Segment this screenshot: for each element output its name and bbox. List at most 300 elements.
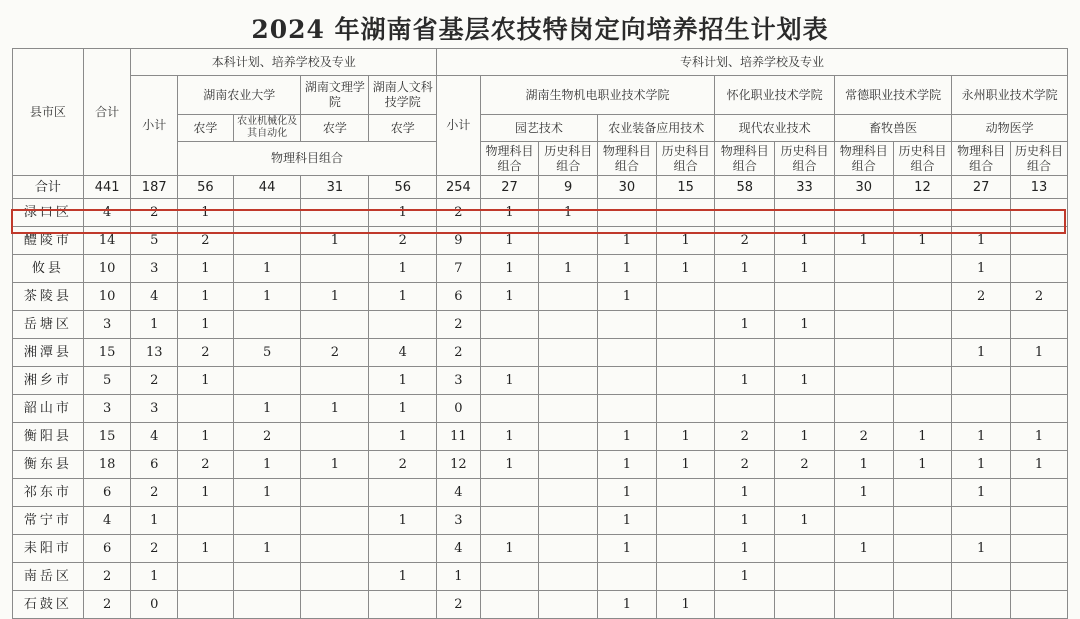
table-cell: 1 (598, 479, 657, 507)
header-combo-phys-5: 物理科目组合 (952, 142, 1011, 176)
table-cell (233, 311, 301, 339)
table-cell: 1 (369, 199, 437, 227)
table-cell: 1 (952, 535, 1011, 563)
table-cell: 1 (834, 479, 893, 507)
table-cell: 1 (715, 367, 775, 395)
table-cell (952, 311, 1011, 339)
totals-cell: 441 (83, 176, 131, 199)
table-cell: 1 (369, 367, 437, 395)
table-cell: 1 (656, 591, 715, 619)
table-cell: 1 (301, 451, 369, 479)
table-cell: 1 (656, 423, 715, 451)
table-cell (539, 563, 598, 591)
table-cell: 2 (437, 199, 481, 227)
table-cell (1011, 395, 1068, 423)
header-school-huaihua: 怀化职业技术学院 (715, 76, 834, 115)
table-cell (656, 283, 715, 311)
table-cell: 1 (775, 311, 835, 339)
header-total: 合计 (83, 49, 131, 176)
table-cell (834, 395, 893, 423)
table-cell: 1 (178, 255, 234, 283)
table-cell: 1 (539, 199, 598, 227)
table-cell (178, 507, 234, 535)
county-name: 衡东县 (13, 451, 84, 479)
table-cell: 2 (1011, 283, 1068, 311)
table-cell (1011, 227, 1068, 255)
table-cell: 1 (131, 563, 178, 591)
table-cell (834, 507, 893, 535)
table-cell (369, 479, 437, 507)
county-name: 祁东市 (13, 479, 84, 507)
table-cell: 1 (893, 451, 952, 479)
header-combo-phys-2: 物理科目组合 (598, 142, 657, 176)
totals-cell: 56 (369, 176, 437, 199)
table-cell: 4 (131, 283, 178, 311)
header-major-nongxue-renwen: 农学 (369, 115, 437, 142)
totals-cell: 13 (1011, 176, 1068, 199)
table-cell (834, 563, 893, 591)
table-cell: 1 (301, 283, 369, 311)
totals-cell: 12 (893, 176, 952, 199)
table-cell: 1 (131, 311, 178, 339)
table-cell: 1 (598, 451, 657, 479)
table-cell (301, 423, 369, 451)
table-cell (178, 563, 234, 591)
table-cell: 1 (369, 423, 437, 451)
table-cell: 3 (437, 507, 481, 535)
totals-cell: 31 (301, 176, 369, 199)
county-name: 醴陵市 (13, 227, 84, 255)
table-cell: 1 (952, 255, 1011, 283)
table-cell (656, 395, 715, 423)
county-name: 常宁市 (13, 507, 84, 535)
totals-cell: 44 (233, 176, 301, 199)
table-cell: 1 (834, 227, 893, 255)
table-cell (656, 311, 715, 339)
table-cell: 3 (437, 367, 481, 395)
table-cell (952, 199, 1011, 227)
table-cell (775, 339, 835, 367)
table-cell (834, 339, 893, 367)
county-name: 茶陵县 (13, 283, 84, 311)
table-cell: 1 (480, 367, 539, 395)
table-cell (480, 563, 539, 591)
table-cell (715, 395, 775, 423)
table-cell: 1 (178, 367, 234, 395)
table-row (13, 311, 1068, 339)
county-name: 岳塘区 (13, 311, 84, 339)
table-cell: 10 (83, 255, 131, 283)
table-cell: 2 (437, 311, 481, 339)
table-cell (480, 311, 539, 339)
table-cell: 1 (893, 423, 952, 451)
table-cell (834, 199, 893, 227)
table-cell (369, 535, 437, 563)
table-cell (1011, 591, 1068, 619)
totals-row (13, 176, 1068, 199)
table-cell (775, 563, 835, 591)
table-cell: 1 (656, 227, 715, 255)
table-row (13, 507, 1068, 535)
table-cell: 2 (83, 563, 131, 591)
county-name: 渌口区 (13, 199, 84, 227)
table-cell (301, 507, 369, 535)
table-cell (233, 591, 301, 619)
table-cell: 5 (131, 227, 178, 255)
page-title: 2024 年湖南省基层农技特岗定向培养招生计划表 (251, 15, 829, 44)
table-cell: 1 (1011, 339, 1068, 367)
table-cell: 1 (656, 255, 715, 283)
header-major-nongye-jixie: 农业机械化及其自动化 (233, 115, 301, 142)
table-cell: 1 (369, 255, 437, 283)
table-cell (539, 227, 598, 255)
table-cell: 1 (480, 423, 539, 451)
table-cell: 1 (598, 591, 657, 619)
table-cell: 2 (834, 423, 893, 451)
county-name: 韶山市 (13, 395, 84, 423)
table-cell (539, 395, 598, 423)
table-cell: 7 (437, 255, 481, 283)
table-cell (715, 339, 775, 367)
table-cell: 1 (598, 507, 657, 535)
data-rows (13, 199, 1068, 619)
table-cell: 1 (715, 563, 775, 591)
enrollment-plan-table (12, 48, 1068, 619)
table-cell (656, 339, 715, 367)
table-row (13, 563, 1068, 591)
header-physics-combo: 物理科目组合 (178, 142, 437, 176)
table-cell (480, 339, 539, 367)
table-cell: 1 (598, 423, 657, 451)
table-cell (1011, 479, 1068, 507)
table-cell: 1 (369, 563, 437, 591)
table-row (13, 535, 1068, 563)
table-cell: 1 (598, 255, 657, 283)
totals-cell: 33 (775, 176, 835, 199)
table-cell: 4 (131, 423, 178, 451)
table-cell: 13 (131, 339, 178, 367)
table-cell: 4 (369, 339, 437, 367)
header-combo-phys-1: 物理科目组合 (480, 142, 539, 176)
table-cell: 1 (178, 423, 234, 451)
table-cell: 1 (598, 227, 657, 255)
header-combo-hist-4: 历史科目组合 (893, 142, 952, 176)
table-cell (233, 367, 301, 395)
county-name: 衡阳县 (13, 423, 84, 451)
table-cell: 1 (480, 451, 539, 479)
table-row (13, 451, 1068, 479)
table-row (13, 199, 1068, 227)
table-cell (656, 367, 715, 395)
table-cell: 1 (301, 227, 369, 255)
table-cell: 1 (369, 507, 437, 535)
table-cell: 1 (715, 535, 775, 563)
totals-cell: 15 (656, 176, 715, 199)
table-cell (1011, 311, 1068, 339)
header-school-hunan-renwen: 湖南人文科技学院 (369, 76, 437, 115)
table-cell: 3 (131, 255, 178, 283)
table-cell: 2 (178, 339, 234, 367)
table-cell (1011, 255, 1068, 283)
table-cell: 3 (83, 395, 131, 423)
table-cell: 11 (437, 423, 481, 451)
table-cell (1011, 563, 1068, 591)
table-cell: 5 (233, 339, 301, 367)
table-cell: 1 (178, 199, 234, 227)
table-cell (775, 479, 835, 507)
table-cell (893, 479, 952, 507)
table-cell: 2 (131, 535, 178, 563)
table-cell (598, 563, 657, 591)
county-name: 耒阳市 (13, 535, 84, 563)
table-cell (893, 507, 952, 535)
table-cell: 1 (480, 255, 539, 283)
table-cell (598, 199, 657, 227)
table-cell: 1 (775, 367, 835, 395)
table-cell: 1 (480, 199, 539, 227)
table-cell (893, 255, 952, 283)
table-cell (598, 367, 657, 395)
table-cell (301, 563, 369, 591)
header-major-xumu: 畜牧兽医 (834, 115, 951, 142)
header-combo-hist-2: 历史科目组合 (656, 142, 715, 176)
table-cell: 1 (775, 507, 835, 535)
table-cell: 6 (83, 535, 131, 563)
table-cell: 1 (480, 283, 539, 311)
table-cell (233, 507, 301, 535)
table-cell (480, 479, 539, 507)
table-cell (715, 591, 775, 619)
county-name: 石鼓区 (13, 591, 84, 619)
table-cell (834, 311, 893, 339)
table-cell (539, 479, 598, 507)
header-combo-hist-3: 历史科目组合 (775, 142, 835, 176)
header-combo-phys-4: 物理科目组合 (834, 142, 893, 176)
table-cell: 2 (369, 451, 437, 479)
table-cell (952, 507, 1011, 535)
table-cell (834, 255, 893, 283)
table-cell: 1 (131, 507, 178, 535)
table-cell (301, 367, 369, 395)
table-cell (656, 563, 715, 591)
table-cell: 2 (775, 451, 835, 479)
table-cell: 1 (1011, 451, 1068, 479)
table-cell (952, 563, 1011, 591)
table-cell (775, 199, 835, 227)
table-cell: 2 (952, 283, 1011, 311)
table-cell (539, 311, 598, 339)
table-cell (775, 591, 835, 619)
county-name: 湘乡市 (13, 367, 84, 395)
county-name: 湘潭县 (13, 339, 84, 367)
table-row (13, 227, 1068, 255)
table-cell: 0 (131, 591, 178, 619)
totals-label: 合计 (13, 176, 84, 199)
table-cell (893, 311, 952, 339)
table-cell: 1 (369, 395, 437, 423)
table-cell: 1 (178, 283, 234, 311)
header-bachelor-subtotal: 小计 (131, 76, 178, 176)
table-cell (539, 535, 598, 563)
table-cell: 2 (178, 451, 234, 479)
table-cell (893, 367, 952, 395)
table-cell (369, 591, 437, 619)
table-cell: 1 (715, 311, 775, 339)
header-combo-hist-1: 历史科目组合 (539, 142, 598, 176)
table-cell (539, 591, 598, 619)
table-cell (952, 367, 1011, 395)
table-cell (301, 479, 369, 507)
table-cell: 1 (1011, 423, 1068, 451)
table-cell (480, 395, 539, 423)
table-cell: 2 (715, 451, 775, 479)
table-cell (1011, 199, 1068, 227)
table-cell: 1 (178, 311, 234, 339)
table-cell (952, 395, 1011, 423)
totals-cell: 27 (480, 176, 539, 199)
table-cell: 2 (83, 591, 131, 619)
table-cell (301, 199, 369, 227)
table-cell: 1 (480, 535, 539, 563)
header-college-group: 专科计划、培养学校及专业 (437, 49, 1068, 76)
totals-cell: 58 (715, 176, 775, 199)
table-cell (301, 591, 369, 619)
table-row (13, 367, 1068, 395)
table-cell (893, 199, 952, 227)
table-cell (775, 535, 835, 563)
table-cell: 1 (539, 255, 598, 283)
table-cell: 1 (715, 507, 775, 535)
table-cell: 15 (83, 423, 131, 451)
table-row (13, 591, 1068, 619)
totals-cell: 30 (598, 176, 657, 199)
table-cell (301, 311, 369, 339)
table-cell (715, 199, 775, 227)
table-cell: 2 (437, 591, 481, 619)
header-combo-hist-5: 历史科目组合 (1011, 142, 1068, 176)
table-cell: 1 (233, 255, 301, 283)
table-cell (656, 507, 715, 535)
table-row (13, 283, 1068, 311)
table-cell: 1 (834, 535, 893, 563)
table-cell: 1 (952, 339, 1011, 367)
table-cell: 1 (233, 535, 301, 563)
header-school-changde: 常德职业技术学院 (834, 76, 951, 115)
table-cell: 1 (893, 227, 952, 255)
header-major-yuanyi: 园艺技术 (480, 115, 597, 142)
table-cell: 1 (437, 563, 481, 591)
table-cell: 2 (301, 339, 369, 367)
table-cell (233, 227, 301, 255)
table-cell: 12 (437, 451, 481, 479)
table-cell: 1 (233, 451, 301, 479)
table-cell: 1 (775, 227, 835, 255)
header-bachelor-group: 本科计划、培养学校及专业 (131, 49, 437, 76)
header-major-zhuangbei: 农业装备应用技术 (598, 115, 715, 142)
table-cell: 15 (83, 339, 131, 367)
table-cell: 1 (715, 255, 775, 283)
table-cell (301, 255, 369, 283)
totals-cell: 254 (437, 176, 481, 199)
table-cell (301, 535, 369, 563)
table-cell: 9 (437, 227, 481, 255)
table-cell: 1 (598, 283, 657, 311)
table-cell: 1 (301, 395, 369, 423)
table-cell (1011, 535, 1068, 563)
table-cell: 1 (233, 479, 301, 507)
table-row (13, 339, 1068, 367)
table-cell (893, 591, 952, 619)
table-cell: 1 (233, 283, 301, 311)
header-college-subtotal: 小计 (437, 76, 481, 176)
table-cell (775, 395, 835, 423)
table-cell: 1 (952, 451, 1011, 479)
table-cell: 3 (83, 311, 131, 339)
table-cell (834, 367, 893, 395)
table-cell (893, 535, 952, 563)
header-school-yongzhou: 永州职业技术学院 (952, 76, 1068, 115)
table-cell (480, 591, 539, 619)
table-cell (539, 451, 598, 479)
header-major-nongxue-wenli: 农学 (301, 115, 369, 142)
table-cell: 1 (715, 479, 775, 507)
table-cell (539, 339, 598, 367)
table-cell (539, 283, 598, 311)
table-cell: 2 (131, 367, 178, 395)
table-cell (656, 535, 715, 563)
table-cell: 6 (437, 283, 481, 311)
county-name: 南岳区 (13, 563, 84, 591)
table-cell: 6 (131, 451, 178, 479)
table-cell: 1 (834, 451, 893, 479)
county-name: 攸县 (13, 255, 84, 283)
table-cell (1011, 367, 1068, 395)
table-cell: 2 (437, 339, 481, 367)
table-cell (598, 339, 657, 367)
table-cell: 4 (83, 199, 131, 227)
table-cell (715, 283, 775, 311)
table-cell: 5 (83, 367, 131, 395)
header-major-dongwu: 动物医学 (952, 115, 1068, 142)
table-cell: 1 (480, 227, 539, 255)
table-cell: 1 (952, 479, 1011, 507)
header-school-hunan-wenli: 湖南文理学院 (301, 76, 369, 115)
table-cell (480, 507, 539, 535)
table-cell: 2 (369, 227, 437, 255)
table-cell (598, 395, 657, 423)
header-county: 县市区 (13, 49, 84, 176)
header-major-nongxue: 农学 (178, 115, 234, 142)
table-cell (893, 339, 952, 367)
table-cell (893, 283, 952, 311)
table-cell (539, 507, 598, 535)
table-cell (369, 311, 437, 339)
totals-cell: 30 (834, 176, 893, 199)
table-cell (834, 283, 893, 311)
header-major-xiandai: 现代农业技术 (715, 115, 834, 142)
table-cell (834, 591, 893, 619)
table-cell: 1 (233, 395, 301, 423)
header-school-hunan-bio: 湖南生物机电职业技术学院 (480, 76, 715, 115)
table-cell (539, 423, 598, 451)
table-cell (1011, 507, 1068, 535)
totals-cell: 9 (539, 176, 598, 199)
table-row (13, 479, 1068, 507)
table-cell (598, 311, 657, 339)
table-cell: 10 (83, 283, 131, 311)
table-cell: 1 (775, 255, 835, 283)
totals-cell: 27 (952, 176, 1011, 199)
